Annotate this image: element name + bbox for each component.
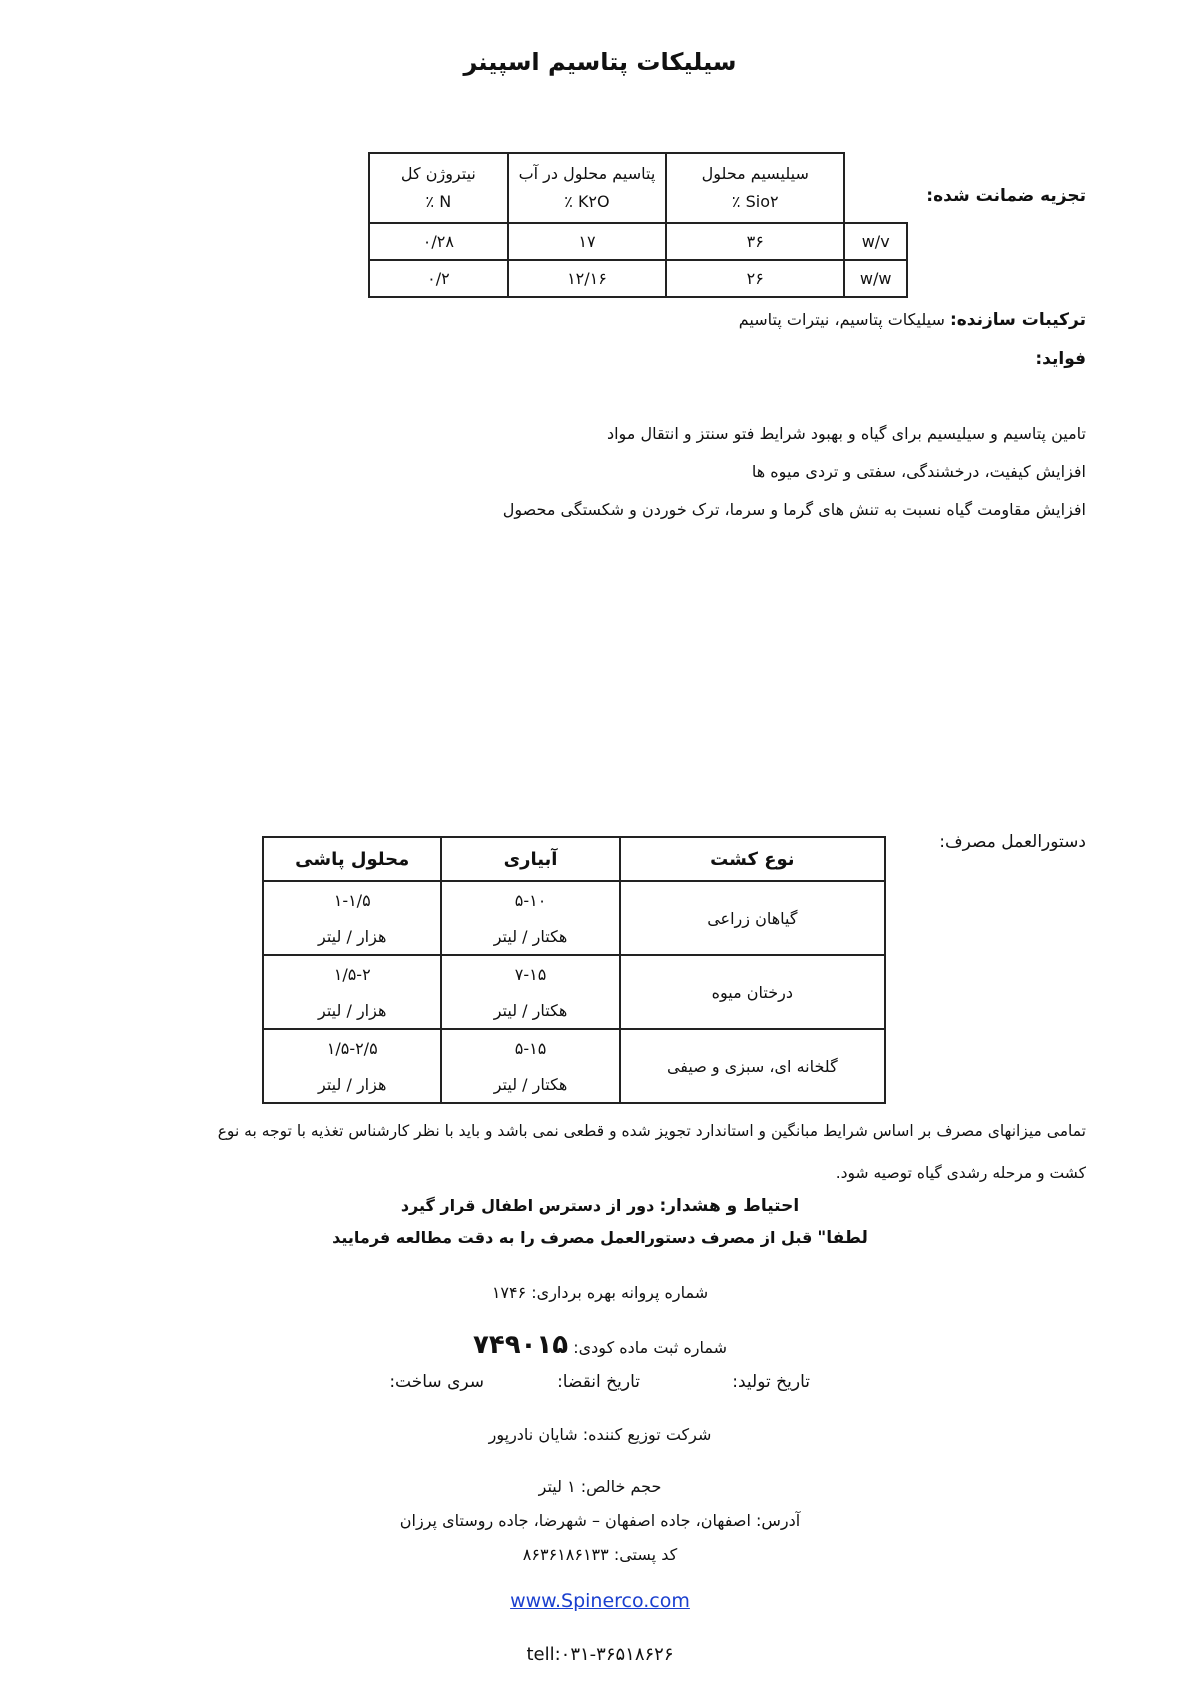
crop-cell: گلخانه ای، سبزی و صیفی (620, 1029, 885, 1103)
expiry-date-label: تاریخ انقضا: (557, 1372, 640, 1392)
header-silicon-unit: Sio۲ ٪ (731, 192, 779, 211)
header-nitrogen (369, 153, 508, 223)
basis-cell: w/w (844, 260, 907, 297)
crop-cell: گیاهان زراعی (620, 881, 885, 955)
irrigation-unit: هکتار / لیتر (441, 992, 619, 1029)
irrigation-unit: هکتار / لیتر (441, 1066, 619, 1103)
table-header-row (369, 153, 907, 223)
table-row (263, 955, 885, 992)
nitrogen-value: ۰/۲ (369, 260, 508, 297)
irrigation-unit: هکتار / لیتر (441, 918, 619, 955)
nitrogen-value: ۰/۲۸ (369, 223, 508, 260)
please-label: لطفا" (817, 1228, 868, 1248)
crop-cell: درختان میوه (620, 955, 885, 1029)
table-header-row (263, 837, 885, 881)
warning-value: دور از دسترس اطفال قرار گیرد (400, 1196, 655, 1215)
please-value: قبل از مصرف دستورالعمل مصرف را به دقت مطالعه فرمایید (332, 1228, 813, 1247)
header-potassium-name: پتاسیم محلول در آب (518, 164, 656, 183)
distributor: شرکت توزیع کننده: شایان نادرپور (488, 1425, 712, 1444)
registration (0, 1330, 1200, 1360)
benefit-item: تامین پتاسیم و سیلیسیم برای گیاه و بهبود شرایط فتو سنتز و انتقال مواد (606, 424, 1086, 443)
warning (0, 1196, 1200, 1216)
header-spray: محلول پاشی (263, 837, 441, 881)
benefits-label: فواید: (1035, 349, 1086, 369)
address: آدرس: اصفهان، جاده اصفهان – شهرضا، جاده روستای پرزان (399, 1511, 801, 1530)
registration-label: شماره ثبت ماده کودی: (573, 1338, 728, 1357)
header-nitrogen-name: نیتروژن کل (400, 164, 476, 183)
irrigation-value: ۷-۱۵ (441, 955, 619, 992)
spray-unit: هزار / لیتر (263, 992, 441, 1029)
usage-note-line: تمامی میزانهای مصرف بر اساس شرایط مبانگین و استاندارد تجویز شده و قطعی نمی باشد و باید با نظر کارشناس تغذیه با توجه به نوع (217, 1122, 1086, 1140)
net-volume: حجم خالص: ۱ لیتر (538, 1477, 662, 1496)
batch-label: سری ساخت: (389, 1372, 484, 1392)
usage-label: دستورالعمل مصرف: (939, 832, 1086, 852)
spray-unit: هزار / لیتر (263, 1066, 441, 1103)
spray-value: ۱-۱/۵ (263, 881, 441, 918)
header-silicon-name: سیلیسیم محلول (701, 164, 809, 183)
guaranteed-analysis-table (368, 152, 908, 298)
warning-label: احتیاط و هشدار: (659, 1196, 800, 1216)
phone-number: tell:۰۳۱-۳۶۵۱۸۶۲۶ (526, 1644, 674, 1665)
potassium-value: ۱۲/۱۶ (508, 260, 666, 297)
table-row (263, 881, 885, 918)
table-row (369, 223, 907, 260)
ingredients-value: سیلیکات پتاسیم، نیترات پتاسیم (738, 310, 945, 329)
header-potassium-unit: K۲O ٪ (564, 192, 610, 211)
website-link[interactable]: www.Spinerco.com (510, 1590, 690, 1612)
website-wrap (0, 1590, 1200, 1612)
silicon-value: ۲۶ (666, 260, 844, 297)
table-row (263, 1029, 885, 1066)
usage-note-line: کشت و مرحله رشدی گیاه توصیه شود. (835, 1164, 1086, 1182)
benefit-item: افزایش کیفیت، درخشندگی، سفتی و تردی میوه ها (751, 462, 1086, 481)
production-date-label: تاریخ تولید: (732, 1372, 810, 1392)
header-crop-type: نوع کشت (620, 837, 885, 881)
header-nitrogen-unit: N ٪ (425, 192, 452, 211)
ingredients (739, 310, 1086, 330)
guaranteed-analysis-label: تجزیه ضمانت شده: (926, 186, 1086, 206)
usage-table (262, 836, 886, 1104)
page-title: سیلیکات پتاسیم اسپینر (463, 48, 737, 76)
spray-unit: هزار / لیتر (263, 918, 441, 955)
header-silicon (666, 153, 844, 223)
silicon-value: ۳۶ (666, 223, 844, 260)
benefit-item: افزایش مقاومت گیاه نسبت به تنش های گرما و سرما، ترک خوردن و شکستگی محصول (502, 500, 1086, 519)
header-potassium (508, 153, 666, 223)
table-row (369, 260, 907, 297)
basis-cell: w/v (844, 223, 907, 260)
license-number: شماره پروانه بهره برداری: ۱۷۴۶ (491, 1283, 709, 1302)
potassium-value: ۱۷ (508, 223, 666, 260)
irrigation-value: ۵-۱۵ (441, 1029, 619, 1066)
registration-value: ۷۴۹۰۱۵ (472, 1330, 569, 1360)
table-corner-cell (844, 153, 907, 223)
header-irrigation: آبیاری (441, 837, 619, 881)
spray-value: ۱/۵-۲/۵ (263, 1029, 441, 1066)
please-note (0, 1228, 1200, 1248)
postal-code: کد پستی: ۸۶۳۶۱۸۶۱۳۳ (522, 1545, 678, 1564)
spray-value: ۱/۵-۲ (263, 955, 441, 992)
irrigation-value: ۵-۱۰ (441, 881, 619, 918)
ingredients-label: ترکیبات سازنده: (949, 310, 1086, 330)
